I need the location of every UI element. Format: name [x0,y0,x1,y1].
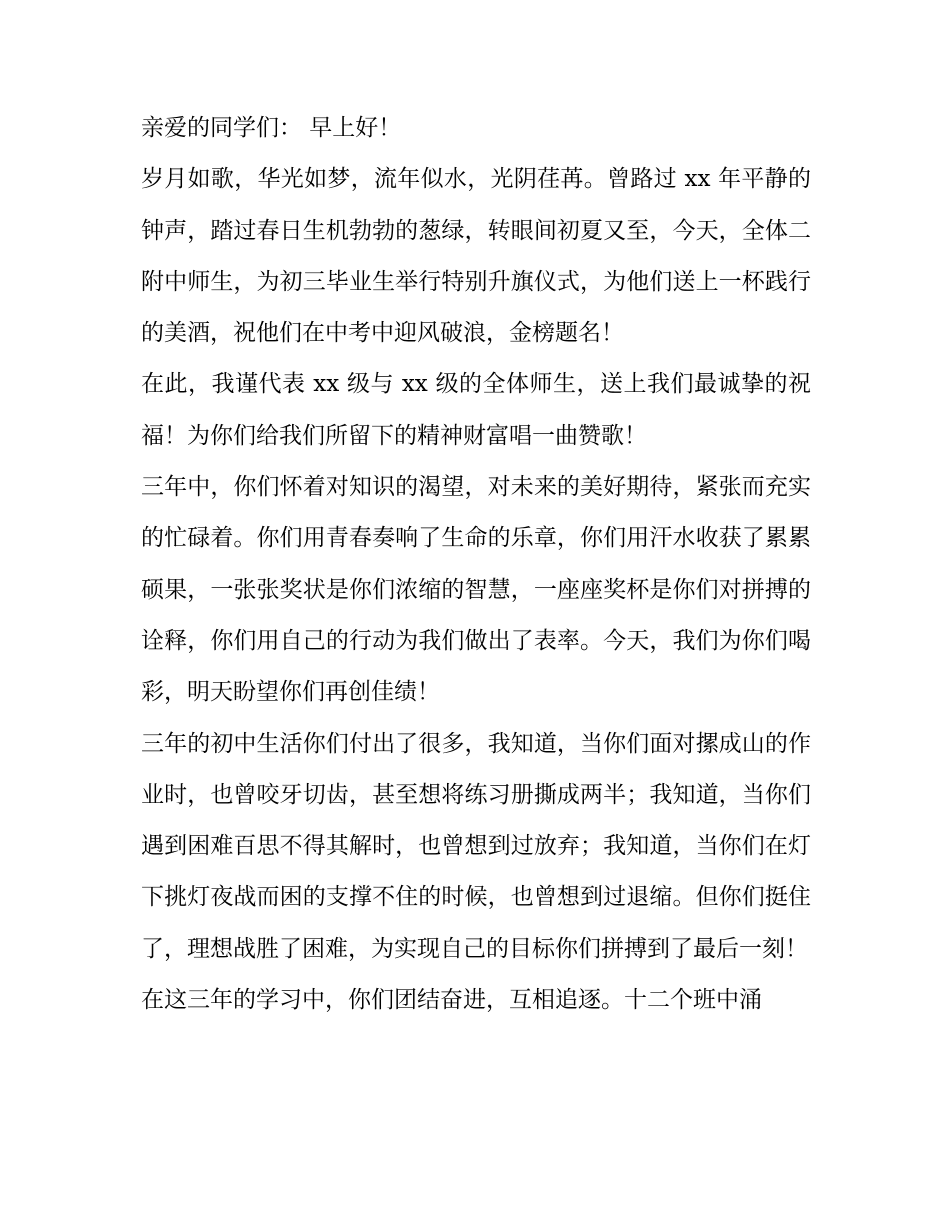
paragraph-hardships: 三年的初中生活你们付出了很多，我知道，当你们面对摞成山的作业时，也曾咬牙切齿，甚至想将练习册撕成两半；我知道，当你们遇到困难百思不得其解时，也曾想到过放弃；我知道，当你们在灯下挑灯夜战而困的支撑不住的时候，也曾想到过退缩。但你们挺住了，理想战胜了困难，为实现自己的目标你们拼搏到了最后一刻！ [141,730,811,962]
paragraph-achievements: 三年中，你们怀着对知识的渴望，对未来的美好期待，紧张而充实的忙碌着。你们用青春奏响了生命的乐章，你们用汗水收获了累累硕果，一张张奖状是你们浓缩的智慧，一座座奖杯是你们对拼搏的诠释，你们用自己的行动为我们做出了表率。今天，我们为你们喝彩，明天盼望你们再创佳绩！ [141,474,811,706]
paragraph-unity: 在这三年的学习中，你们团结奋进，互相追逐。十二个班中涌 [141,987,762,1014]
paragraph-blessing: 在此，我谨代表 xx 级与 xx 级的全体师生，送上我们最诚挚的祝福！为你们给我们所留下的精神财富唱一曲赞歌！ [141,371,811,449]
document-body [141,103,811,1026]
paragraph-opening: 岁月如歌，华光如梦，流年似水，光阴荏苒。曾路过 xx 年平静的钟声，踏过春日生机勃勃的葱绿，转眼间初夏又至，今天，全体二附中师生，为初三毕业生举行特别升旗仪式，为他们送上一杯践行的美酒，祝他们在中考中迎风破浪，金榜题名！ [141,166,811,347]
paragraph-greeting: 亲爱的同学们： 早上好！ [141,115,402,141]
